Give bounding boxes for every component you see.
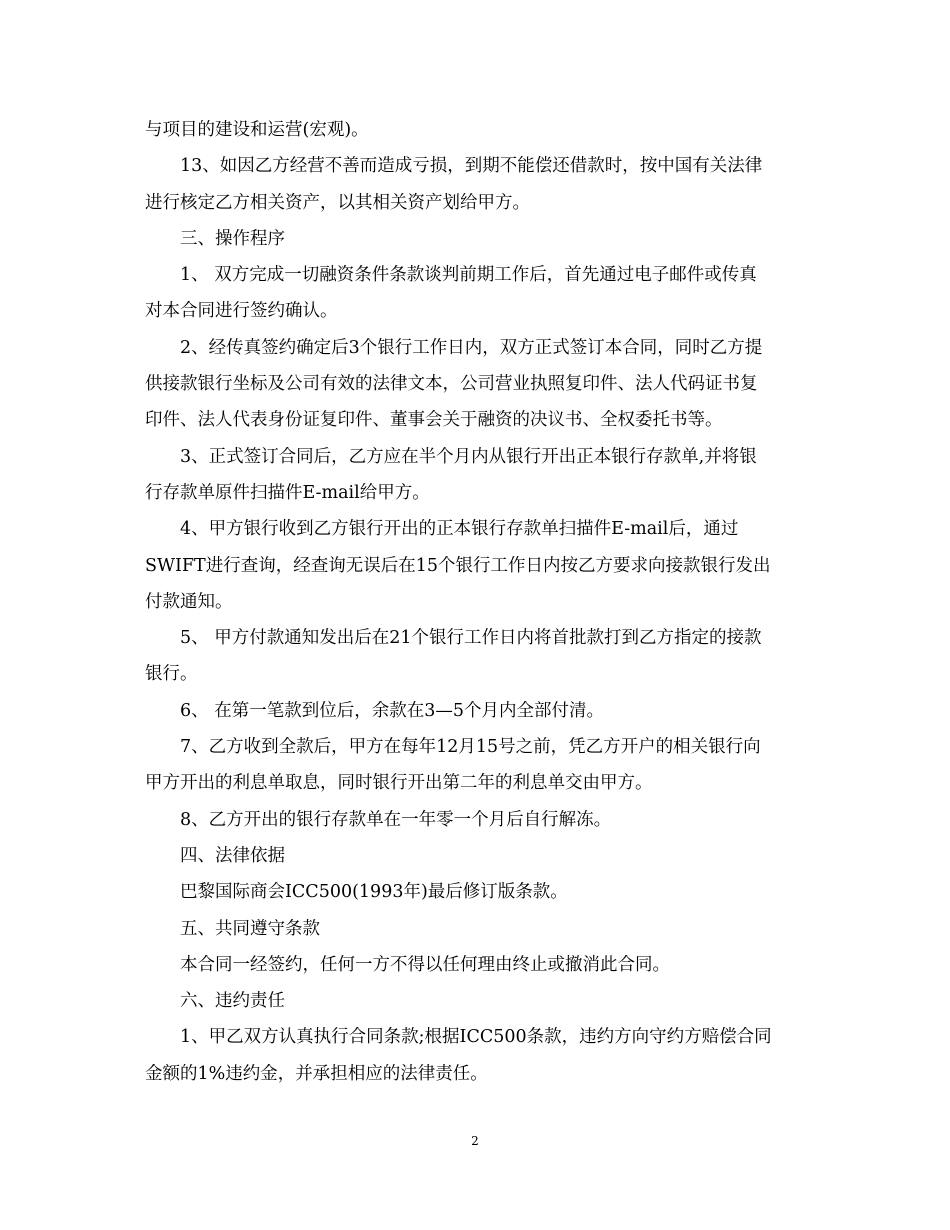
- section-heading: 四、法律依据: [180, 845, 285, 866]
- text-line: 对本合同进行签约确认。: [145, 301, 338, 322]
- text-line: 银行。: [145, 664, 198, 685]
- text-line: 与项目的建设和运营(宏观)。: [145, 120, 369, 140]
- text-line: SWIFT进行查询，经查询无误后在15个银行工作日内按乙方要求向接款银行发出: [145, 555, 771, 576]
- text-line: 本合同一经签约，任何一方不得以任何理由终止或撤消此合同。: [180, 954, 670, 975]
- text-line: 13、如因乙方经营不善而造成亏损，到期不能偿还借款时，按中国有关法律: [180, 156, 763, 177]
- text-line: 8、乙方开出的银行存款单在一年零一个月后自行解冻。: [180, 809, 612, 830]
- text-line: 1、甲乙双方认真执行合同条款;根据ICC500条款，违约方向守约方赔偿合同: [180, 1027, 772, 1048]
- text-line: 2、经传真签约确定后3个银行工作日内，双方正式签订本合同，同时乙方提: [180, 337, 763, 358]
- text-line: 巴黎国际商会ICC500(1993年)最后修订版条款。: [180, 882, 568, 903]
- text-line: 5、 甲方付款通知发出后在21个银行工作日内将首批款打到乙方指定的接款: [180, 628, 762, 649]
- section-heading: 五、共同遵守条款: [180, 918, 320, 939]
- text-line: 进行核定乙方相关资产，以其相关资产划给甲方。: [145, 192, 530, 213]
- section-heading: 三、操作程序: [180, 228, 285, 249]
- text-line: 4、甲方银行收到乙方银行开出的正本银行存款单扫描件E-mail后，通过: [180, 519, 739, 540]
- text-line: 3、正式签订合同后，乙方应在半个月内从银行开出正本银行存款单,并将银: [180, 446, 757, 467]
- section-heading: 六、违约责任: [180, 991, 285, 1012]
- text-line: 付款通知。: [145, 591, 233, 612]
- text-line: 行存款单原件扫描件E-mail给甲方。: [145, 482, 430, 503]
- text-line: 甲方开出的利息单取息，同时银行开出第二年的利息单交由甲方。: [145, 773, 653, 794]
- document-body: [145, 112, 810, 1092]
- text-line: 供接款银行坐标及公司有效的法律文本，公司营业执照复印件、法人代码证书复: [145, 374, 758, 395]
- text-line: 金额的1%违约金，并承担相应的法律责任。: [145, 1063, 488, 1084]
- text-line: 7、乙方收到全款后，甲方在每年12月15号之前，凭乙方开户的相关银行向: [180, 737, 761, 758]
- body-text: [145, 112, 810, 1092]
- text-line: 印件、法人代表身份证复印件、董事会关于融资的决议书、全权委托书等。: [145, 410, 723, 431]
- page-number: 2: [471, 1134, 479, 1148]
- text-line: 1、 双方完成一切融资条件条款谈判前期工作后，首先通过电子邮件或传真: [180, 265, 757, 286]
- text-line: 6、 在第一笔款到位后，余款在3—5个月内全部付清。: [180, 700, 604, 721]
